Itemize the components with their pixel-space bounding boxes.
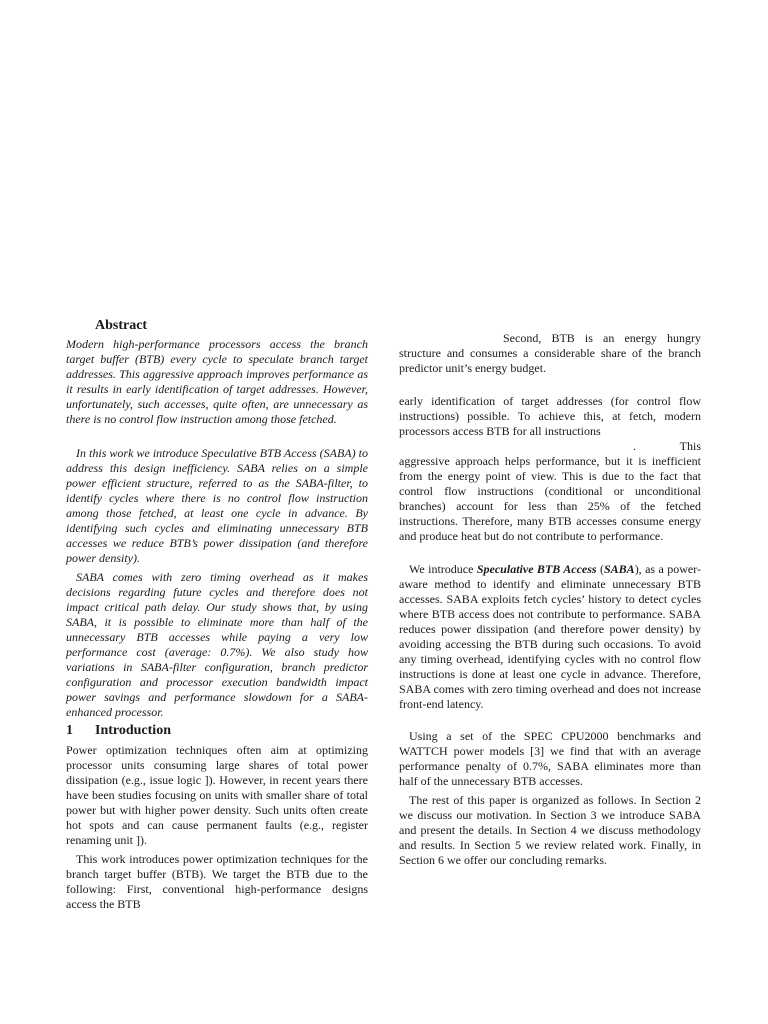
right-paragraph-2a: early identification of target addresses (for control flow instructions) possible. To achieve this, at fetch, modern processors access BTB for all instructions xyxy=(399,394,701,438)
right-paragraph-5: The rest of this paper is organized as follows. In Section 2 we discuss our motivation. In Section 3 we introduce SABA and present the details. In Section 4 we discuss methodology and results. In Section 5 we review related work. Finally, in Section 6 we offer our concluding remarks. xyxy=(399,793,701,867)
right-paragraph-1: Second, BTB is an energy hungry structure and consumes a considerable share of the branch predictor unit’s energy budget. xyxy=(399,331,701,375)
intro-paragraph-1: Power optimization techniques often aim at optimizing processor units consuming large shares of total power dissipation (e.g., issue logic ]). However, in recent years there have been studies focusing on units with smaller share of total power but with higher power density. Such units often create hot spots and can cause permanent faults (e.g., register renaming unit ]). xyxy=(66,743,368,847)
section-1-heading xyxy=(66,723,171,739)
section-number: 1 xyxy=(66,723,73,738)
abstract-paragraph-1: Modern high-performance processors access the branch target buffer (BTB) every cycle to speculate branch target addresses. This aggressive approach improves performance as it results in early identification of target addresses. However, unfortunately, such accesses, quite often, are unnecessary as there is no control flow instruction among those fetched. xyxy=(66,337,368,426)
right-paragraph-4: Using a set of the SPEC CPU2000 benchmarks and WATTCH power models [3] we find that with an average performance penalty of 0.7%, SABA eliminates more than half of the unnecessary BTB accesses. xyxy=(399,729,701,788)
paren-open: ( xyxy=(596,562,604,576)
abstract-paragraph-3: SABA comes with zero timing overhead as it makes decisions regarding future cycles and therefore does not impact critical path delay. Our study shows that, by using SABA, it is possible to eliminate more than half of the unnecessary BTB accesses while paying a very low performance cost (average: 0.7%). We also study how variations in SABA-filter configuration, branch predictor configuration and processor execution bandwidth impact power savings and performance slowdown for a SABA-enhanced processor. xyxy=(66,570,368,719)
abstract-heading: Abstract xyxy=(95,318,148,333)
intro-lead: We introduce xyxy=(409,562,477,576)
right-paragraph-3 xyxy=(399,562,701,712)
paragraph-body: ), as a power-aware method to identify and eliminate unnecessary BTB accesses. SABA exploits fetch cycles’ history to detect cycles where BTB access does not contribute to performance. SABA reduces power dissipation (and therefore power density) by avoiding accessing the BTB during such occasions. To avoid any timing overhead, identifying cycles with no control flow instructions is done at least one cycle in advance. Therefore, SABA comes with zero timing overhead and does not increase front-end latency. xyxy=(399,562,702,711)
abstract-paragraph-2: In this work we introduce Speculative BTB Access (SABA) to address this design inefficiency. SABA relies on a simple power efficient structure, referred to as the SABA-filter, to identify cycles where there is no control flow instruction among those fetched, at least one cycle in advance. By identifying such cycles and eliminating unnecessary BTB accesses we reduce BTB’s power dissipation (and therefore power density). xyxy=(66,446,368,565)
intro-paragraph-2: This work introduces power optimization techniques for the branch target buffer (BTB). We target the BTB due to the following: First, conventional high-performance designs access the BTB xyxy=(66,852,368,911)
right-paragraph-2b: . This aggressive approach helps performance, but it is inefficient from the energy point of view. This is due to the fact that control flow instructions (conditional or unconditional branches) account for less than 25% of the fetched instructions. Therefore, many BTB accesses consume energy and produce heat but do not contribute to performance. xyxy=(399,439,701,543)
term-speculative-btb-access: Speculative BTB Access xyxy=(476,562,597,576)
term-saba: SABA xyxy=(604,562,635,576)
section-title: Introduction xyxy=(95,723,171,738)
